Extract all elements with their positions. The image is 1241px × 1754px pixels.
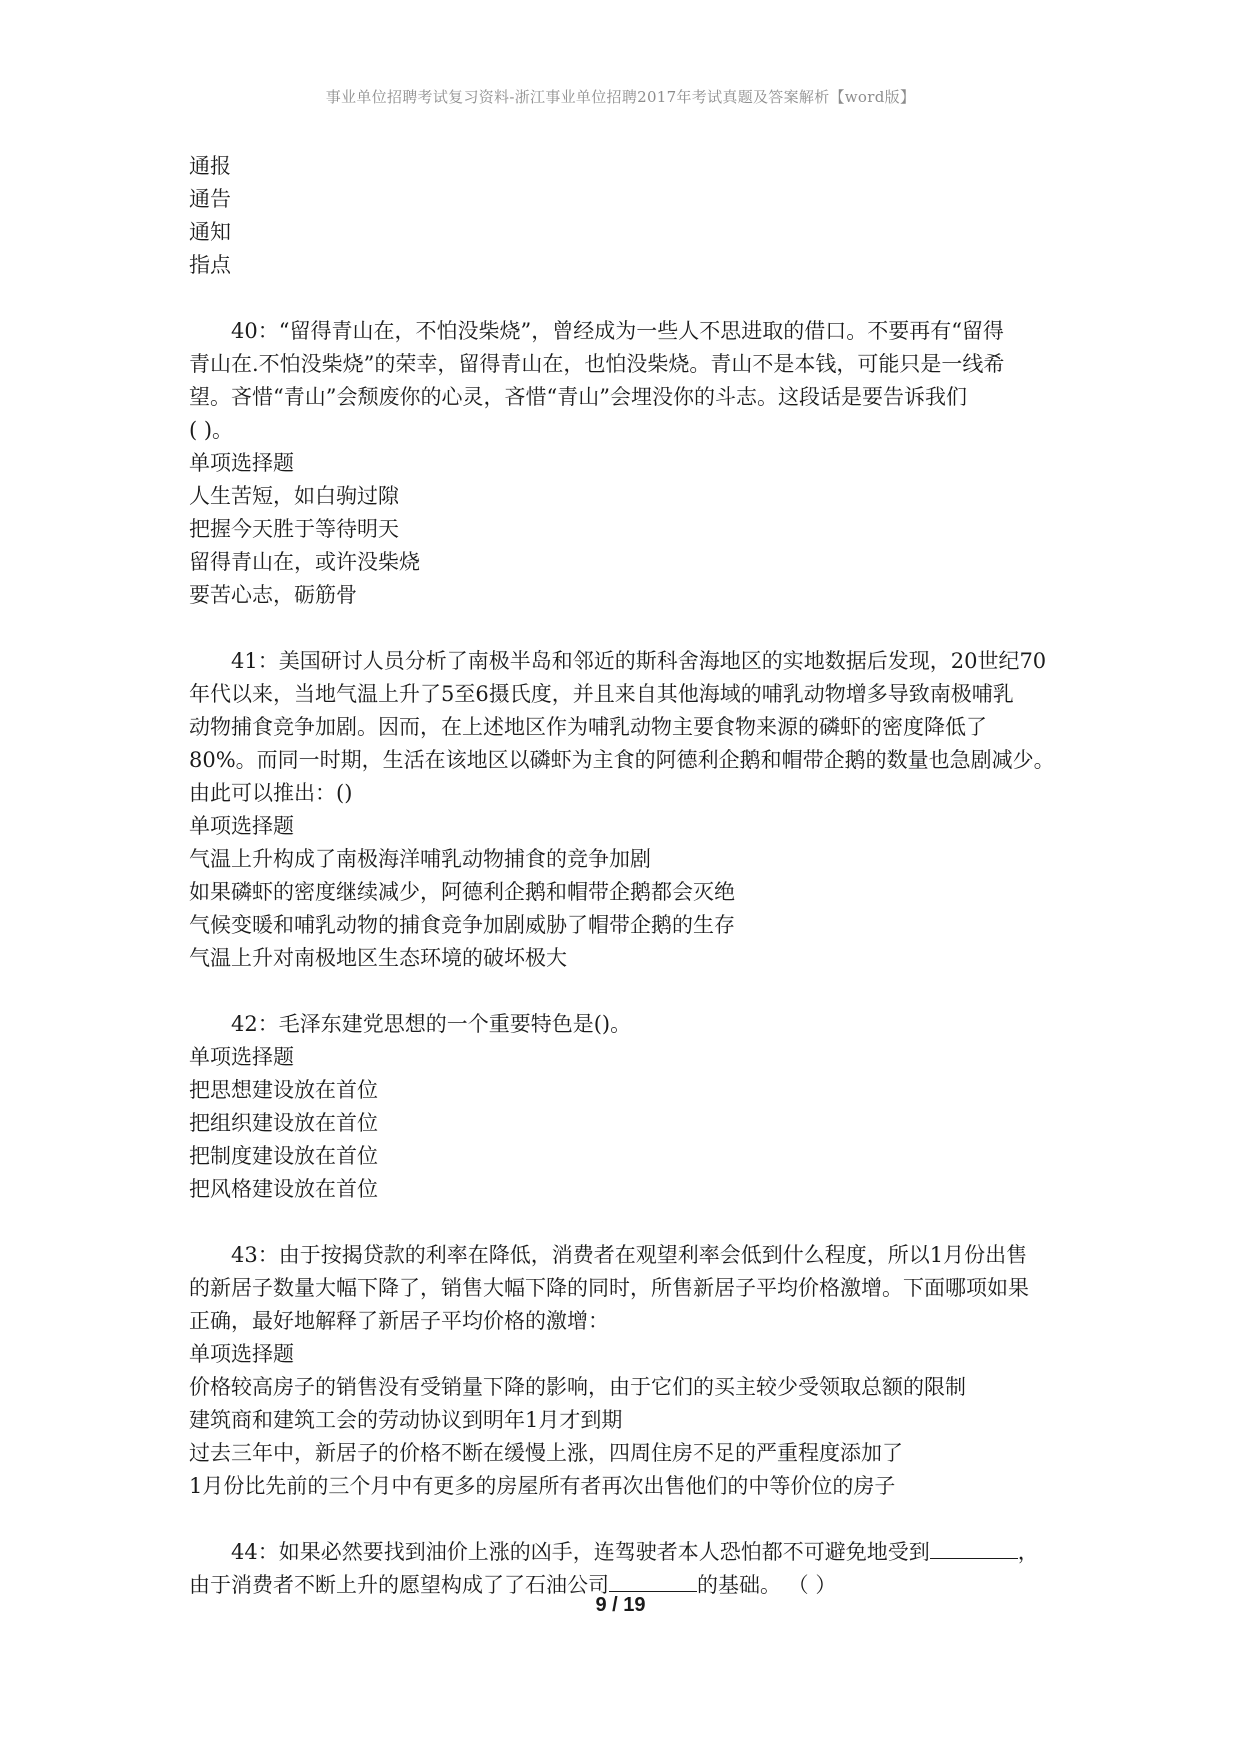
question-stem: ( )。 [189,418,234,442]
question-stem: 80%。而同一时期，生活在该地区以磷虾为主食的阿德利企鹅和帽带企鹅的数量也急剧减少。 [189,748,1055,772]
option: 1月份比先前的三个月中有更多的房屋所有者再次出售他们的中等价位的房子 [189,1474,896,1498]
option: 把组织建设放在首位 [189,1111,378,1135]
option: 把风格建设放在首位 [189,1177,378,1201]
option: 把制度建设放在首位 [189,1144,378,1168]
option: 过去三年中，新居子的价格不断在缓慢上涨，四周住房不足的严重程度添加了 [189,1441,903,1465]
page-header: 事业单位招聘考试复习资料-浙江事业单位招聘2017年考试真题及答案解析【word版】 [325,88,916,106]
question-stem [189,1536,1069,1569]
stem-text: 44：如果必然要找到油价上涨的凶手，连驾驶者本人恐怕都不可避免地受到 [231,1540,930,1564]
stem-text: 的基础。 （ ） [697,1573,837,1597]
question-type: 单项选择题 [189,1342,294,1366]
option: 把思想建设放在首位 [189,1078,378,1102]
option: 建筑商和建筑工会的劳动协议到明年1月才到期 [189,1408,623,1432]
question-stem: 青山在.不怕没柴烧”的荣幸，留得青山在，也怕没柴烧。青山不是本钱，可能只是一线希 [189,352,1005,376]
option: 气温上升构成了南极海洋哺乳动物捕食的竞争加剧 [189,847,651,871]
question-type: 单项选择题 [189,1045,294,1069]
option: 把握今天胜于等待明天 [189,517,399,541]
question-stem: 的新居子数量大幅下降了，销售大幅下降的同时，所售新居子平均价格激增。下面哪项如果 [189,1276,1029,1300]
question-type: 单项选择题 [189,814,294,838]
question-42 [189,1008,1069,1206]
option: 气候变暖和哺乳动物的捕食竞争加剧威胁了帽带企鹅的生存 [189,913,735,937]
option: 价格较高房子的销售没有受销量下降的影响，由于它们的买主较少受领取总额的限制 [189,1375,966,1399]
question-40 [189,315,1069,612]
question-43 [189,1239,1069,1503]
question-stem: 动物捕食竞争加剧。因而，在上述地区作为哺乳动物主要食物来源的磷虾的密度降低了 [189,715,987,739]
option: 通报 [189,154,231,178]
option: 要苦心志，砺筋骨 [189,583,357,607]
option: 如果磷虾的密度继续减少，阿德利企鹅和帽带企鹅都会灭绝 [189,880,735,904]
question-stem: 正确，最好地解释了新居子平均价格的激增： [189,1309,609,1333]
question-41 [189,645,1069,975]
document-body [189,150,1069,1602]
question-type: 单项选择题 [189,451,294,475]
stem-text: ， [1017,1540,1039,1564]
option: 留得青山在，或许没柴烧 [189,550,420,574]
option: 人生苦短，如白驹过隙 [189,484,399,508]
fill-blank [609,1569,697,1592]
question-stem: 41：美国研讨人员分析了南极半岛和邻近的斯科舍海地区的实地数据后发现，20世纪70 [231,649,1047,673]
question-stem: 43：由于按揭贷款的利率在降低，消费者在观望利率会低到什么程度，所以1月份出售 [231,1243,1028,1267]
previous-question-options [189,150,1069,282]
fill-blank [930,1536,1018,1559]
question-stem: 年代以来，当地气温上升了5至6摄氏度，并且来自其他海域的哺乳动物增多导致南极哺乳 [189,682,1014,706]
option: 通告 [189,187,231,211]
question-stem: 42：毛泽东建党思想的一个重要特色是()。 [231,1012,632,1036]
question-stem: 由此可以推出：() [189,781,353,805]
option: 气温上升对南极地区生态环境的破坏极大 [189,946,567,970]
page-number: 9 / 19 [595,1594,646,1616]
question-stem: 望。吝惜“青山”会颓废你的心灵，吝惜“青山”会埋没你的斗志。这段话是要告诉我们 [189,385,967,409]
question-44 [189,1536,1069,1602]
option: 指点 [189,253,231,277]
question-stem: 40：“留得青山在，不怕没柴烧”，曾经成为一些人不思进取的借口。不要再有“留得 [231,319,1004,343]
option: 通知 [189,220,231,244]
stem-text: 由于消费者不断上升的愿望构成了了石油公司 [189,1573,609,1597]
